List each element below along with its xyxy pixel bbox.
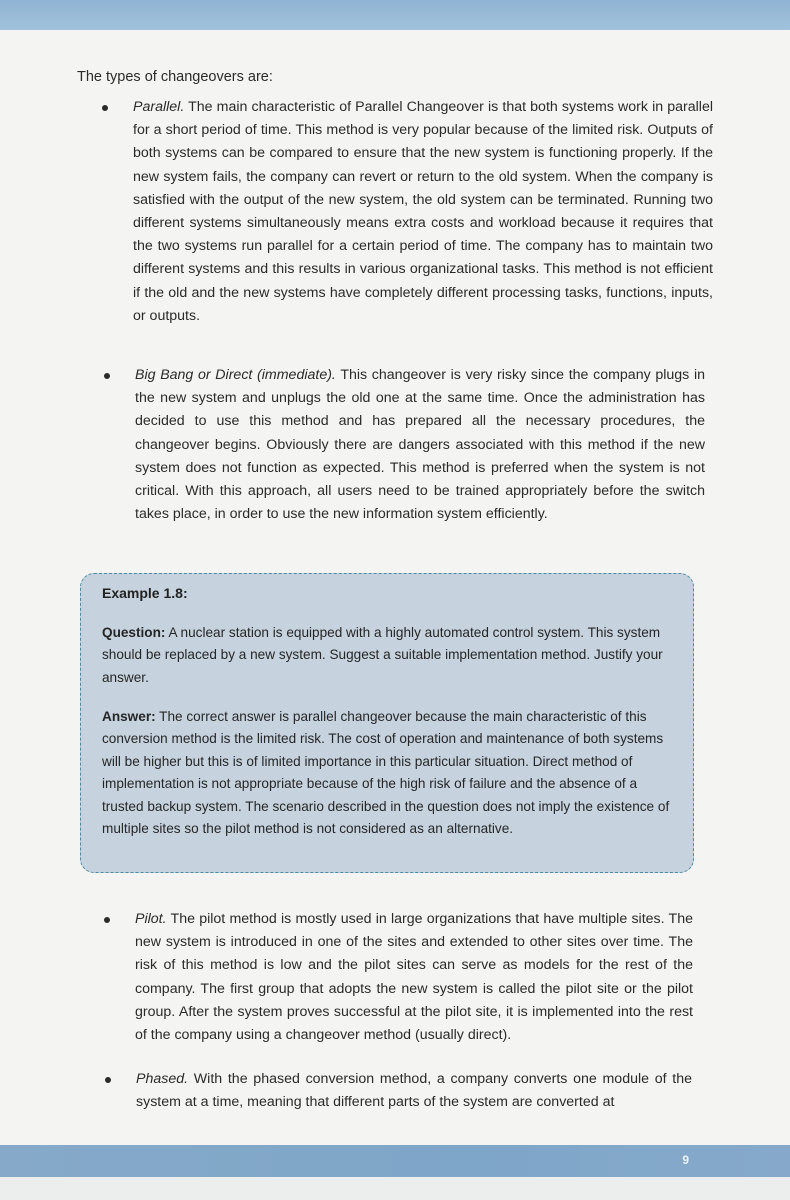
bullet-term: Phased. (136, 1071, 189, 1087)
example-answer (102, 706, 674, 840)
bullet-dot-icon (102, 105, 108, 111)
bullet-text: With the phased conversion method, a company converts one module of the system at a time, meaning that different parts of the system are converted at (136, 1071, 692, 1110)
bullet-text: The main characteristic of Parallel Changeover is that both systems work in parallel for a short period of time. This method is very popular because of the limited risk. Outputs of both systems can be compared to ensure that the new system is functioning properly. If the new system fails, the company can revert or return to the old system. When the company is satisfied with the output of the new system, the old system can be terminated. Running two different systems simultaneously means extra costs and workload because it requires that the two systems run parallel for a certain period of time. The company has to maintain two different systems and this results in various organizational tasks. This method is not efficient if the old and the new systems have completely different processing tasks, functions, inputs, or outputs. (133, 99, 713, 324)
answer-text: The correct answer is parallel changeover because the main characteristic of this conversion method is the limited risk. The cost of operation and maintenance of both systems will be higher but this is of limited importance in this particular situation. Direct method of implementation is not appropriate because of the high risk of failure and the absence of a trusted backup system. The scenario described in the question does not imply the existence of multiple sites so the pilot method is not considered as an alternative. (102, 709, 670, 837)
footer-band (0, 1145, 790, 1177)
intro-text: The types of changeovers are: (77, 69, 273, 85)
page-number: 9 (682, 1153, 689, 1167)
bullet-term: Big Bang or Direct (immediate). (135, 367, 336, 383)
example-question (102, 622, 674, 689)
answer-label: Answer: (102, 709, 156, 724)
bullet-text: The pilot method is mostly used in large organizations that have multiple sites. The new system is introduced in one of the sites and extended to other sites over time. The risk of this method is low and the pilot sites can serve as models for the rest of the company. The first group that adopts the new system is called the pilot site or the pilot group. After the system proves successful at the pilot site, it is implemented into the rest of the company using a changeover method (usually direct). (135, 911, 693, 1044)
bullet-dot-icon (104, 373, 110, 379)
bullet-term: Pilot. (135, 911, 167, 927)
question-text: A nuclear station is equipped with a highly automated control system. This system should be replaced by a new system. Suggest a suitable implementation method. Justify your answer. (102, 625, 663, 685)
example-title: Example 1.8: (102, 585, 188, 601)
bottom-margin (0, 1177, 790, 1200)
question-label: Question: (102, 625, 166, 640)
bullet-dot-icon (104, 917, 110, 923)
book-page (0, 30, 790, 1200)
bullet-big-bang (135, 364, 705, 526)
bullet-dot-icon (105, 1077, 111, 1083)
bullet-pilot (135, 908, 693, 1047)
example-box (80, 573, 694, 873)
bullet-text: This changeover is very risky since the company plugs in the new system and unplugs the old one at the same time. Once the administration has decided to use this method and has prepared all the necessary procedures, the changeover begins. Obviously there are dangers associated with this method if the new system does not function as expected. This method is preferred when the system is not critical. With this approach, all users need to be trained appropriately before the switch takes place, in order to use the new information system efficiently. (135, 367, 706, 523)
bullet-phased (136, 1068, 692, 1114)
bullet-parallel (133, 96, 713, 328)
bullet-term: Parallel. (133, 99, 185, 115)
